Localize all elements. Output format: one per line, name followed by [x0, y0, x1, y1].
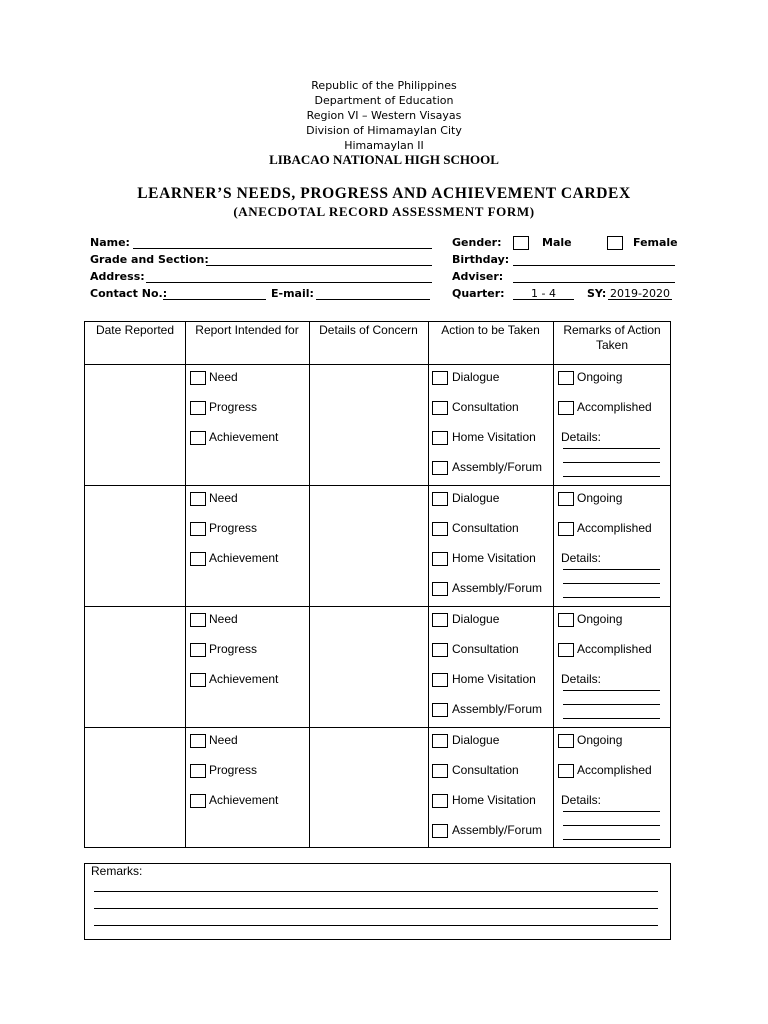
school-name: LIBACAO NATIONAL HIGH SCHOOL	[269, 152, 499, 167]
report-progress-checkbox[interactable]	[190, 643, 206, 657]
form-title: LEARNER’S NEEDS, PROGRESS AND ACHIEVEMENT CARDEX	[137, 185, 631, 202]
remarks-label: Remarks:	[91, 864, 143, 878]
action-consultation-label: Consultation	[452, 521, 519, 535]
action-dialogue-label: Dialogue	[452, 370, 500, 384]
report-need-label: Need	[209, 733, 238, 747]
remark-ongoing-label: Ongoing	[577, 370, 623, 384]
header-republic: Republic of the Philippines	[311, 79, 457, 92]
action-home-visitation-label: Home Visitation	[452, 551, 536, 565]
action-consultation-checkbox[interactable]	[432, 643, 448, 657]
details-of-concern-cell[interactable]	[309, 727, 428, 848]
header-date-reported: Date Reported	[95, 323, 175, 337]
remark-ongoing-checkbox[interactable]	[558, 371, 574, 385]
male-label: Male	[542, 236, 572, 249]
action-consultation-label: Consultation	[452, 642, 519, 656]
report-progress-checkbox[interactable]	[190, 764, 206, 778]
remarks-line[interactable]	[94, 891, 658, 892]
details-line[interactable]	[563, 825, 660, 826]
action-home-visitation-label: Home Visitation	[452, 793, 536, 807]
grade-section-field[interactable]	[206, 265, 432, 266]
remark-ongoing-label: Ongoing	[577, 491, 623, 505]
details-line[interactable]	[563, 690, 660, 691]
remarks-line[interactable]	[94, 908, 658, 909]
birthday-field[interactable]	[513, 265, 675, 266]
action-dialogue-checkbox[interactable]	[432, 734, 448, 748]
details-line[interactable]	[563, 704, 660, 705]
action-dialogue-checkbox[interactable]	[432, 613, 448, 627]
report-achievement-checkbox[interactable]	[190, 431, 206, 445]
action-consultation-checkbox[interactable]	[432, 522, 448, 536]
report-achievement-label: Achievement	[209, 551, 279, 565]
action-dialogue-checkbox[interactable]	[432, 371, 448, 385]
remark-accomplished-checkbox[interactable]	[558, 643, 574, 657]
action-home-visitation-checkbox[interactable]	[432, 794, 448, 808]
grade-section-label: Grade and Section:	[90, 253, 209, 266]
action-assembly-forum-label: Assembly/Forum	[452, 823, 543, 837]
report-need-label: Need	[209, 612, 238, 626]
email-label: E-mail:	[271, 287, 314, 300]
details-line[interactable]	[563, 839, 660, 840]
report-achievement-checkbox[interactable]	[190, 552, 206, 566]
remark-details-label: Details:	[561, 551, 602, 565]
details-of-concern-cell[interactable]	[309, 364, 428, 485]
action-consultation-label: Consultation	[452, 400, 519, 414]
report-progress-label: Progress	[209, 763, 258, 777]
remark-ongoing-checkbox[interactable]	[558, 734, 574, 748]
report-progress-label: Progress	[209, 521, 258, 535]
remark-ongoing-label: Ongoing	[577, 733, 623, 747]
remark-accomplished-checkbox[interactable]	[558, 522, 574, 536]
action-home-visitation-checkbox[interactable]	[432, 552, 448, 566]
report-achievement-label: Achievement	[209, 672, 279, 686]
remark-ongoing-checkbox[interactable]	[558, 613, 574, 627]
name-field[interactable]	[133, 248, 432, 249]
remark-accomplished-label: Accomplished	[577, 642, 652, 656]
report-progress-checkbox[interactable]	[190, 522, 206, 536]
report-progress-label: Progress	[209, 400, 258, 414]
remark-accomplished-checkbox[interactable]	[558, 764, 574, 778]
action-home-visitation-label: Home Visitation	[452, 672, 536, 686]
date-reported-cell[interactable]	[85, 606, 185, 727]
quarter-label: Quarter:	[452, 287, 505, 300]
header-region: Region VI – Western Visayas	[306, 109, 462, 122]
sy-label: SY:	[587, 287, 607, 300]
header-details-concern: Details of Concern	[319, 323, 418, 337]
details-line[interactable]	[563, 476, 660, 477]
remark-ongoing-checkbox[interactable]	[558, 492, 574, 506]
report-achievement-label: Achievement	[209, 793, 279, 807]
action-home-visitation-label: Home Visitation	[452, 430, 536, 444]
gender-label: Gender:	[452, 236, 502, 249]
contact-field[interactable]	[163, 299, 266, 300]
header-district: Himamaylan II	[344, 139, 424, 152]
action-assembly-forum-checkbox[interactable]	[432, 461, 448, 475]
action-home-visitation-checkbox[interactable]	[432, 431, 448, 445]
action-consultation-checkbox[interactable]	[432, 401, 448, 415]
details-of-concern-cell[interactable]	[309, 485, 428, 606]
report-progress-checkbox[interactable]	[190, 401, 206, 415]
anecdotal-record-table	[84, 321, 671, 848]
address-field[interactable]	[146, 282, 432, 283]
report-achievement-checkbox[interactable]	[190, 673, 206, 687]
remark-accomplished-label: Accomplished	[577, 400, 652, 414]
report-need-checkbox[interactable]	[190, 492, 206, 506]
action-dialogue-label: Dialogue	[452, 612, 500, 626]
remarks-box	[84, 863, 671, 940]
column-divider	[553, 322, 554, 847]
date-reported-cell[interactable]	[85, 485, 185, 606]
details-line[interactable]	[563, 597, 660, 598]
column-divider	[185, 322, 186, 847]
header-division: Division of Himamaylan City	[306, 124, 462, 137]
action-dialogue-checkbox[interactable]	[432, 492, 448, 506]
action-assembly-forum-label: Assembly/Forum	[452, 702, 543, 716]
adviser-label: Adviser:	[452, 270, 504, 283]
remark-accomplished-checkbox[interactable]	[558, 401, 574, 415]
report-need-checkbox[interactable]	[190, 371, 206, 385]
header-action-taken: Action to be Taken	[441, 323, 540, 337]
action-assembly-forum-checkbox[interactable]	[432, 703, 448, 717]
contact-label: Contact No.:	[90, 287, 168, 300]
date-reported-cell[interactable]	[85, 364, 185, 485]
action-assembly-forum-checkbox[interactable]	[432, 824, 448, 838]
action-assembly-forum-label: Assembly/Forum	[452, 460, 543, 474]
report-need-checkbox[interactable]	[190, 734, 206, 748]
action-dialogue-label: Dialogue	[452, 491, 500, 505]
remarks-line[interactable]	[94, 925, 658, 926]
remark-ongoing-label: Ongoing	[577, 612, 623, 626]
details-line[interactable]	[563, 811, 660, 812]
header-remarks-action: Remarks of Action Taken	[563, 323, 661, 352]
male-checkbox[interactable]	[513, 236, 529, 250]
adviser-field[interactable]	[513, 282, 675, 283]
action-consultation-checkbox[interactable]	[432, 764, 448, 778]
sy-underline	[608, 299, 672, 300]
details-line[interactable]	[563, 718, 660, 719]
action-assembly-forum-checkbox[interactable]	[432, 582, 448, 596]
birthday-label: Birthday:	[452, 253, 510, 266]
action-assembly-forum-label: Assembly/Forum	[452, 581, 543, 595]
remark-details-label: Details:	[561, 793, 602, 807]
remark-details-label: Details:	[561, 430, 602, 444]
remark-accomplished-label: Accomplished	[577, 521, 652, 535]
female-checkbox[interactable]	[607, 236, 623, 250]
report-need-label: Need	[209, 370, 238, 384]
details-line[interactable]	[563, 583, 660, 584]
details-line[interactable]	[563, 448, 660, 449]
email-field[interactable]	[316, 299, 430, 300]
report-need-label: Need	[209, 491, 238, 505]
quarter-underline	[513, 299, 574, 300]
remark-accomplished-label: Accomplished	[577, 763, 652, 777]
action-home-visitation-checkbox[interactable]	[432, 673, 448, 687]
report-progress-label: Progress	[209, 642, 258, 656]
column-divider	[428, 322, 429, 847]
header-department: Department of Education	[314, 94, 454, 107]
date-reported-cell[interactable]	[85, 727, 185, 848]
report-need-checkbox[interactable]	[190, 613, 206, 627]
action-dialogue-label: Dialogue	[452, 733, 500, 747]
remark-details-label: Details:	[561, 672, 602, 686]
sy-value: 2019-2020	[610, 287, 670, 300]
female-label: Female	[633, 236, 678, 249]
name-label: Name:	[90, 236, 130, 249]
details-line[interactable]	[563, 462, 660, 463]
quarter-value: 1 - 4	[531, 287, 556, 300]
form-subtitle: (ANECDOTAL RECORD ASSESSMENT FORM)	[233, 204, 535, 219]
report-achievement-label: Achievement	[209, 430, 279, 444]
address-label: Address:	[90, 270, 145, 283]
action-consultation-label: Consultation	[452, 763, 519, 777]
header-report-intended: Report Intended for	[195, 323, 299, 337]
report-achievement-checkbox[interactable]	[190, 794, 206, 808]
details-of-concern-cell[interactable]	[309, 606, 428, 727]
details-line[interactable]	[563, 569, 660, 570]
